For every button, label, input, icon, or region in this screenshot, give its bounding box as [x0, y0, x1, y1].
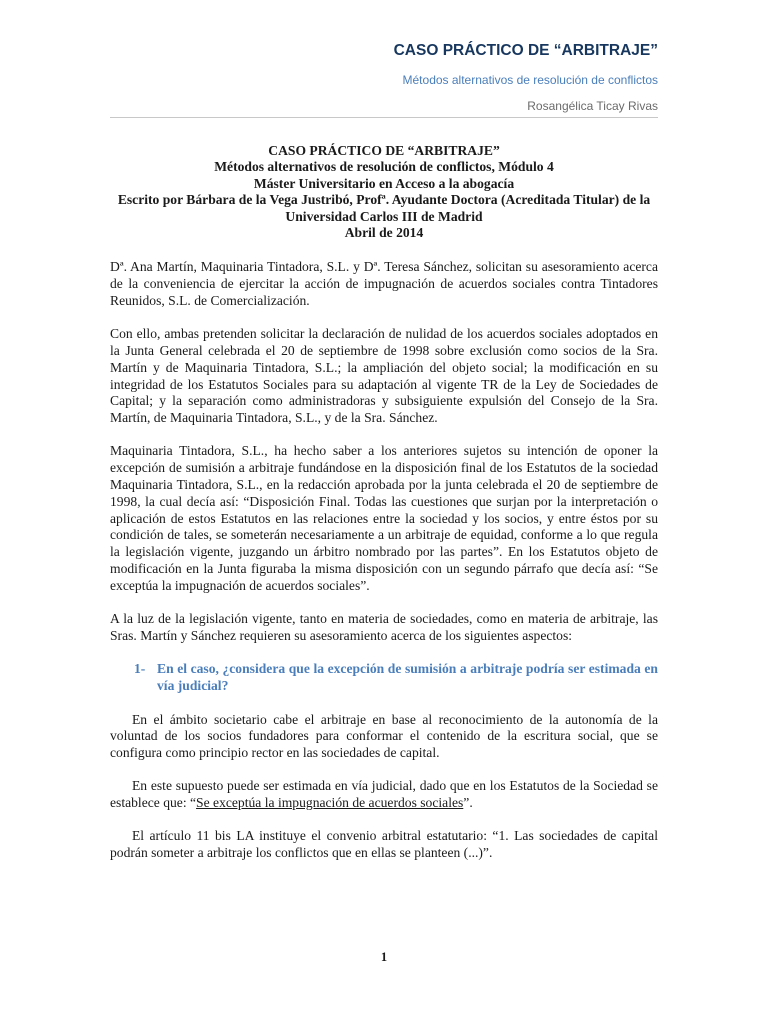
page-number: 1	[380, 950, 388, 964]
doc-author-line: Escrito por Bárbara de la Vega Justribó, Profª. Ayudante Doctora (Acreditada Titular) de la Universidad Carlos III de Madrid	[117, 192, 651, 224]
doc-program: Máster Universitario en Acceso a la abogacía	[253, 175, 515, 191]
header-author: Rosangélica Ticay Rivas	[527, 99, 658, 113]
question-item	[134, 661, 658, 695]
header-subtitle: Métodos alternativos de resolución de conflictos	[402, 73, 658, 87]
question-text: En el caso, ¿considera que la excepción de sumisión a arbitraje podría ser estimada en vía judicial?	[157, 660, 658, 693]
paragraph-arbitration-clause: Maquinaria Tintadora, S.L., ha hecho saber a los anteriores sujetos su intención de oponer la excepción de sumisión a arbitraje fundándose en la disposición final de los Estatutos de la sociedad Maquinaria Tintadora, S.L., en la redacción aprobada por la junta celebrada el 20 de septiembre de 1998, la cual decía así: “Disposición Final. Todas las cuestiones que surjan por la interpretación o aplicación de estos Estatutos en las relaciones entre la sociedad y los socios, y entre éstos por su condición de tales, se someterán necesariamente a un arbitraje de equidad, conforme a lo que regula la legislación vigente, juzgando un árbitro nombrado por las partes”. En los Estatutos objeto de modificación en la Junta figuraba la misma disposición con un segundo párrafo que decía así: “Se exceptúa la impugnación de acuerdos sociales”.	[110, 443, 658, 593]
answer-paragraph-1: En el ámbito societario cabe el arbitraje en base al reconocimiento de la autonomía de la voluntad de los socios fundadores para conformar el contenido de la escritura social, que se configura como principio rector en las sociedades de capital.	[110, 711, 658, 761]
title-block	[110, 143, 658, 241]
paragraph-intro: Dª. Ana Martín, Maquinaria Tintadora, S.L. y Dª. Teresa Sánchez, solicitan su asesoramiento acerca de la conveniencia de ejercitar la acción de impugnación de acuerdos sociales contra Tintadores Reunidos, S.L. de Comercialización.	[110, 259, 658, 309]
document-body	[110, 143, 658, 878]
underlined-quote: Se exceptúa la impugnación de acuerdos sociales	[196, 795, 464, 811]
paragraph-request: A la luz de la legislación vigente, tanto en materia de sociedades, como en materia de arbitraje, las Sras. Martín y Sánchez requieren su asesoramiento acerca de los siguientes aspectos:	[110, 610, 658, 643]
page-header	[110, 38, 658, 114]
answer-paragraph-3: El artículo 11 bis LA instituye el convenio arbitral estatutario: “1. Las sociedades de capital podrán someter a arbitraje los conflictos que en ellas se planteen (...)”.	[110, 828, 658, 861]
doc-module: Métodos alternativos de resolución de conflictos, Módulo 4	[214, 159, 554, 175]
answer-p2-before: En este supuesto puede ser estimada en vía judicial, dado que en los Estatutos de la Sociedad se establece que: “	[110, 778, 658, 811]
answer-paragraph-2	[110, 778, 658, 812]
question-number: 1-	[134, 660, 146, 676]
header-title: CASO PRÁCTICO DE “ARBITRAJE”	[393, 42, 658, 59]
header-divider	[110, 117, 658, 118]
paragraph-claims: Con ello, ambas pretenden solicitar la declaración de nulidad de los acuerdos sociales adoptados en la Junta General celebrada el 20 de septiembre de 1998 sobre exclusión como socios de la Sra. Martín y de Maquinaria Tintadora, S.L.; la ampliación del objeto social; la modificación en su integridad de los Estatutos Sociales para su adaptación al vigente TR de la Ley de Sociedades de Capital; y la separación como administradoras y subsiguiente expulsión del Consejo de la Sra. Martín, de Maquinaria Tintadora, S.L., y de la Sra. Sánchez.	[110, 326, 658, 426]
doc-title: CASO PRÁCTICO DE “ARBITRAJE”	[268, 143, 500, 158]
doc-date: Abril de 2014	[344, 225, 424, 241]
answer-p2-after: ”.	[463, 795, 473, 811]
